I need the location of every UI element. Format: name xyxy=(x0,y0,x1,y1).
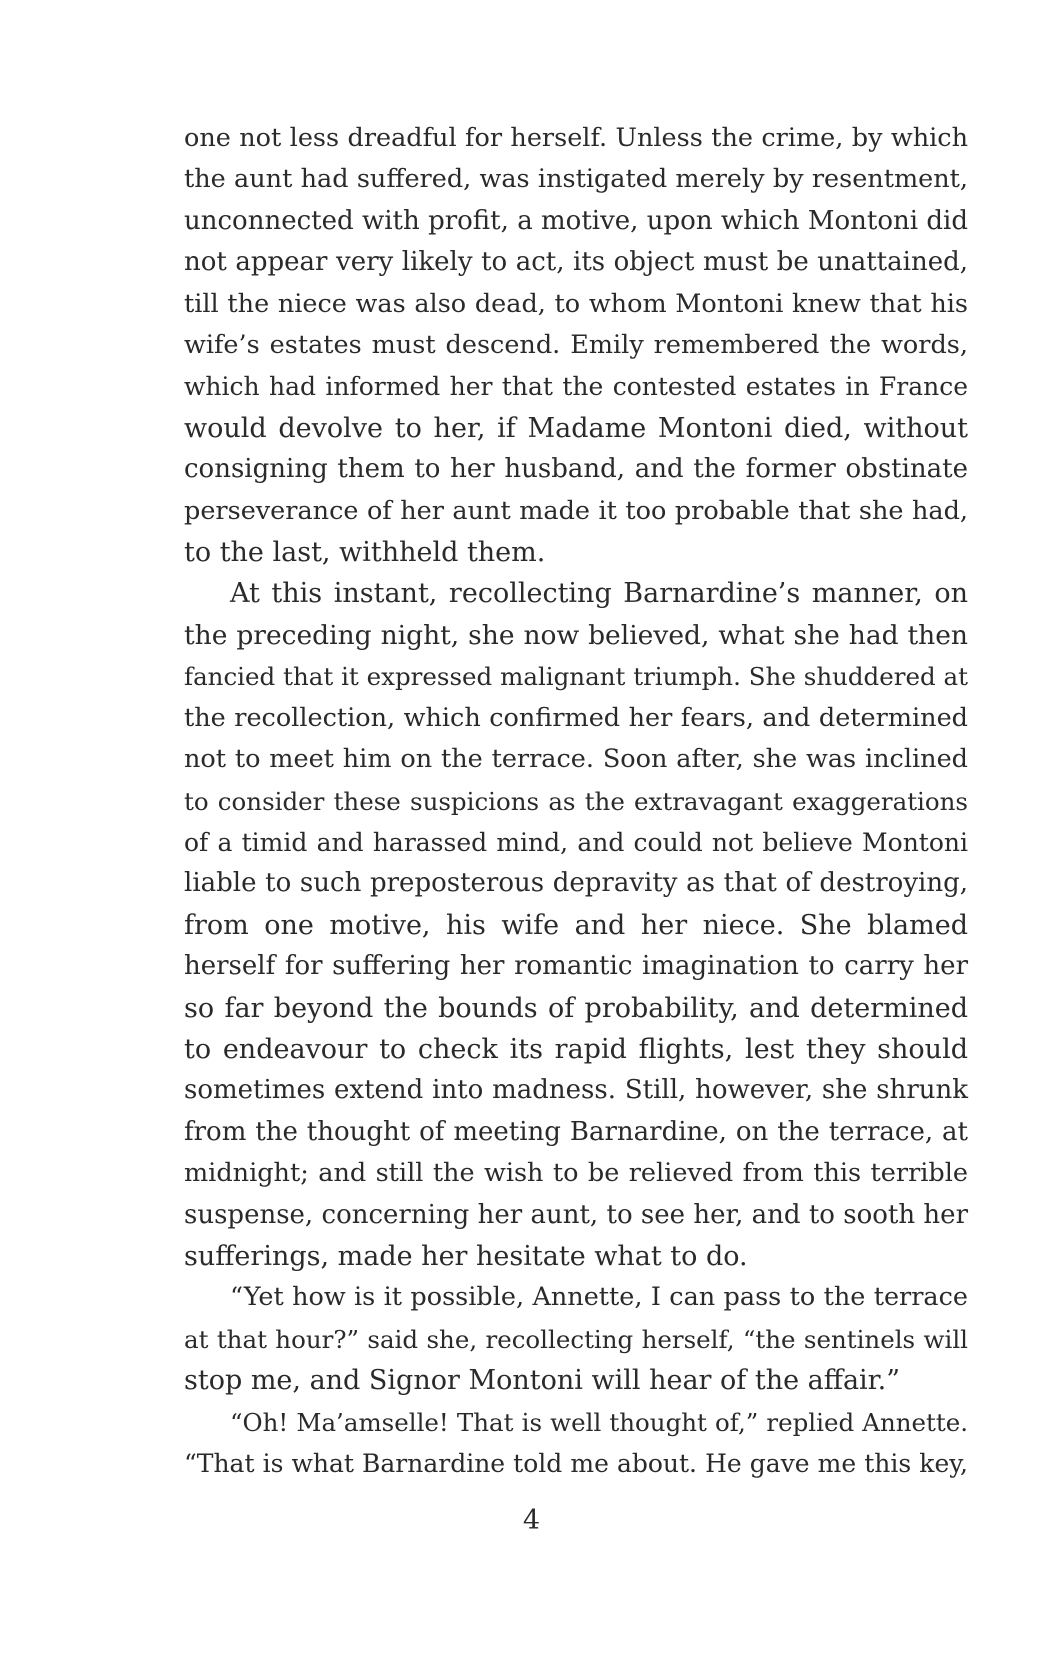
paragraph xyxy=(184,573,968,1277)
text-line: “Yet how is it possible, Annette, I can pass to the terrace xyxy=(230,1282,968,1313)
text-line: not to meet him on the terrace. Soon after, she was inclined xyxy=(184,744,968,775)
text-line: midnight; and still the wish to be relieved from this terrible xyxy=(184,1158,968,1189)
text-line: “Oh! Ma’amselle! That is well thought of,” replied Annette. xyxy=(230,1407,968,1437)
body-text xyxy=(184,118,968,1484)
paragraph xyxy=(184,118,968,573)
text-line: unconnected with profit, a motive, upon which Montoni did xyxy=(184,205,968,236)
text-line: sometimes extend into madness. Still, however, she shrunk xyxy=(184,1075,968,1106)
page-number: 4 xyxy=(522,1505,541,1536)
text-line: to the last, withheld them. xyxy=(184,537,546,569)
text-line: not appear very likely to act, its object must be unattained, xyxy=(184,247,968,278)
text-line: the aunt had suffered, was instigated merely by resentment, xyxy=(184,164,968,195)
text-line: would devolve to her, if Madame Montoni died, without xyxy=(184,412,968,444)
paragraph xyxy=(184,1277,968,1401)
text-line: wife’s estates must descend. Emily remembered the words, xyxy=(184,330,968,361)
text-line: to endeavour to check its rapid flights, lest they should xyxy=(184,1033,968,1065)
text-line: from the thought of meeting Barnardine, on the terrace, at xyxy=(184,1116,968,1147)
text-line: liable to such preposterous depravity as that of destroying, xyxy=(184,868,968,899)
text-line: “That is what Barnardine told me about. He gave me this key, xyxy=(184,1449,968,1478)
text-line: one not less dreadful for herself. Unless the crime, by which xyxy=(184,123,968,153)
text-line: fancied that it expressed malignant triumph. She shuddered at xyxy=(184,662,968,692)
text-line: herself for suffering her romantic imagination to carry her xyxy=(184,951,968,982)
text-line: consigning them to her husband, and the former obstinate xyxy=(184,454,968,485)
text-line: so far beyond the bounds of probability, and determined xyxy=(184,992,968,1024)
text-line: of a timid and harassed mind, and could not believe Montoni xyxy=(184,827,968,857)
text-line: to consider these suspicions as the extravagant exaggerations xyxy=(184,786,968,816)
text-line: sufferings, made her hesitate what to do. xyxy=(184,1240,748,1272)
text-line: suspense, concerning her aunt, to see her, and to sooth her xyxy=(184,1199,968,1230)
text-line: which had informed her that the contested estates in France xyxy=(184,372,968,402)
text-line: perseverance of her aunt made it too probable that she had, xyxy=(184,495,968,526)
text-line: till the niece was also dead, to whom Montoni knew that his xyxy=(184,288,968,319)
text-line: the recollection, which confirmed her fears, and determined xyxy=(184,702,968,733)
text-line: stop me, and Signor Montoni will hear of the affair.” xyxy=(184,1365,901,1397)
text-line: the preceding night, she now believed, what she had then xyxy=(184,619,968,651)
paragraph xyxy=(184,1402,968,1485)
text-line: at that hour?” said she, recollecting herself, “the sentinels will xyxy=(184,1324,968,1354)
text-line: from one motive, his wife and her niece. She blamed xyxy=(184,909,968,941)
text-line: At this instant, recollecting Barnardine’s manner, on xyxy=(230,578,968,610)
